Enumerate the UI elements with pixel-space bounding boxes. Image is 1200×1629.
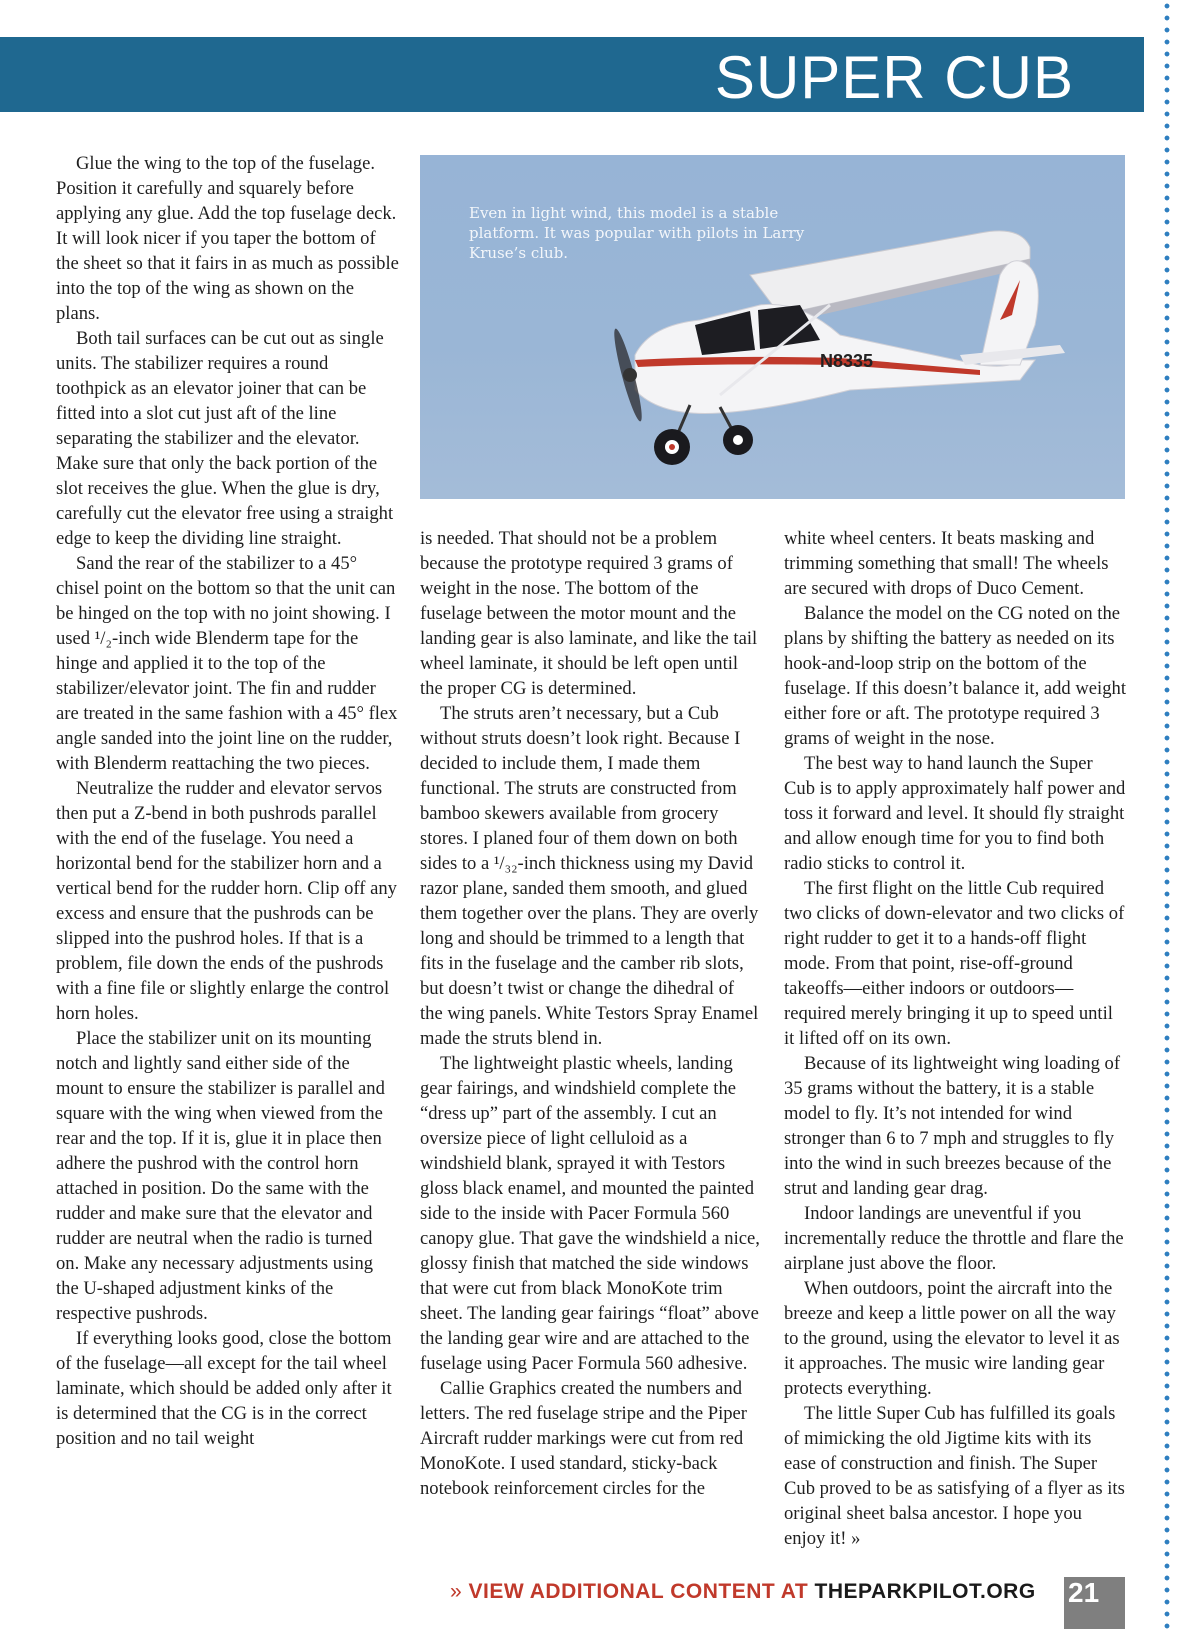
article-column-1 — [56, 151, 399, 1451]
paragraph: Glue the wing to the top of the fuselage. Position it carefully and squarely before applying any glue. Add the top fuselage deck. It will look nicer if you taper the bottom of the sheet so that it fairs in as much as possible into the top of the wing as shown on the plans. — [56, 153, 399, 324]
footer-cta[interactable] — [450, 1577, 1036, 1607]
paragraph: If everything looks good, close the bottom of the fuselage—all except for the tail wheel laminate, which should be added only after it is determined that the CG is in the correct position and no tail weight — [56, 1328, 392, 1449]
article-column-2 — [420, 526, 760, 1501]
footer-cta-text: VIEW ADDITIONAL CONTENT AT — [468, 1580, 809, 1603]
dotted-page-border — [1164, 0, 1170, 1629]
paragraph: white wheel centers. It beats masking and trimming something that small! The wheels are secured with drops of Duco Cement. — [784, 528, 1109, 599]
paragraph: The lightweight plastic wheels, landing gear fairings, and windshield complete the “dress up” part of the assembly. I cut an oversize piece of light celluloid as a windshield blank, sprayed it with Testors gloss black enamel, and mounted the painted side to the inside with Pacer Formula 560 canopy glue. That gave the windshield a nice, glossy finish that matched the side windows that were cut from black MonoKote trim sheet. The landing gear fairings “float” above the landing gear wire and are attached to the fuselage using Pacer Formula 560 adhesive. — [420, 1053, 760, 1374]
paragraph: Because of its lightweight wing loading of 35 grams without the battery, it is a stable model to fly. It’s not intended for wind stronger than 6 to 7 mph and struggles to fly into the wind in such breezes because of the strut and landing gear drag. — [784, 1053, 1121, 1199]
paragraph: Sand the rear of the stabilizer to a 45° chisel point on the bottom so that the unit can be hinged on the top with no joint showing. I used ¹/₂-inch wide Blenderm tape for the hinge and applied it to the top of the stabilizer/elevator joint. The fin and rudder are treated in the same fashion with a 45° flex angle sanded into the joint line on the rudder, with Blenderm reattaching the two pieces. — [56, 553, 398, 774]
paragraph: Indoor landings are uneventful if you incrementally reduce the throttle and flare the airplane just above the floor. — [784, 1203, 1124, 1274]
paragraph: Both tail surfaces can be cut out as single units. The stabilizer requires a round toothpick as an elevator joiner that can be fitted into a slot cut just aft of the line separating the stabilizer and the elevator. Make sure that only the back portion of the slot receives the glue. When the glue is dry, carefully cut the elevator free using a straight edge to keep the dividing line straight. — [56, 328, 394, 549]
paragraph: is needed. That should not be a problem because the prototype required 3 grams of weight in the nose. The bottom of the fuselage between the motor mount and the landing gear is also laminate, and like the tail wheel laminate, it should be left open until the proper CG is determined. — [420, 528, 758, 699]
paragraph: Place the stabilizer unit on its mounting notch and lightly sand either side of the mount to ensure the stabilizer is parallel and square with the wing when viewed from the rear and the top. If it is, glue it in place then adhere the pushrod with the control horn attached in position. Do the same with the rudder and make sure that the elevator and rudder are neutral when the radio is turned on. Make any necessary adjustments using the U-shaped adjustment kinks of the respective pushrods. — [56, 1028, 385, 1324]
page-title: SUPER CUB — [714, 44, 1074, 111]
paragraph: The struts aren’t necessary, but a Cub without struts doesn’t look right. Because I decided to include them, I made them functional. The struts are constructed from bamboo skewers available from grocery stores. I planed four of them down on both sides to a ¹/₃₂-inch thickness using my David razor plane, sanded them smooth, and glued them together over the plans. They are overly long and should be trimmed to a length that fits in the fuselage and the camber rib slots, but doesn’t twist or change the dihedral of the wing panels. White Testors Spray Enamel made the struts blend in. — [420, 703, 759, 1049]
registration-marking: N8335 — [820, 351, 874, 371]
paragraph: When outdoors, point the aircraft into the breeze and keep a little power on all the way to the ground, using the elevator to level it as it approaches. The music wire landing gear protects everything. — [784, 1278, 1120, 1399]
paragraph: Neutralize the rudder and elevator servos then put a Z-bend in both pushrods parallel with the end of the fuselage. You need a horizontal bend for the stabilizer horn and a vertical bend for the rudder horn. Clip off any excess and ensure that the pushrods can be slipped into the pushrod holes. If that is a problem, file down the ends of the pushrods with a fine file or slightly enlarge the control horn holes. — [56, 778, 397, 1024]
paragraph: The little Super Cub has fulfilled its goals of mimicking the old Jigtime kits with its ease of construction and finish. The Super Cub proved to be as satisfying of a flyer as its original sheet balsa ancestor. I hope you enjoy it! » — [784, 1403, 1125, 1549]
header-band — [0, 37, 1144, 112]
photo-caption: Even in light wind, this model is a stable platform. It was popular with pilots in Larry Kruse’s club. — [469, 204, 805, 262]
page-number: 21 — [1064, 1577, 1125, 1629]
paragraph: Balance the model on the CG noted on the plans by shifting the battery as needed on its hook-and-loop strip on the bottom of the fuselage. If this doesn’t balance it, add weight either fore or aft. The prototype required 3 grams of weight in the nose. — [784, 603, 1126, 749]
paragraph: Callie Graphics created the numbers and letters. The red fuselage stripe and the Piper Aircraft rudder markings were cut from red MonoKote. I used standard, sticky-back notebook reinforcement circles for the — [420, 1378, 747, 1499]
paragraph: The first flight on the little Cub required two clicks of down-elevator and two clicks of right rudder to get it to a hands-off flight mode. From that point, rise-off-ground takeoffs—either indoors or outdoors—required merely bringing it up to speed until it lifted off on its own. — [784, 878, 1125, 1049]
article-column-3 — [784, 526, 1126, 1551]
paragraph: The best way to hand launch the Super Cub is to apply approximately half power and toss it forward and level. It should fly straight and allow enough time for you to find both radio sticks to control it. — [784, 753, 1126, 874]
airplane-photo — [420, 155, 1125, 499]
double-chevron-icon: » — [450, 1580, 463, 1603]
footer-site-link[interactable]: THEPARKPILOT.ORG — [814, 1580, 1036, 1603]
